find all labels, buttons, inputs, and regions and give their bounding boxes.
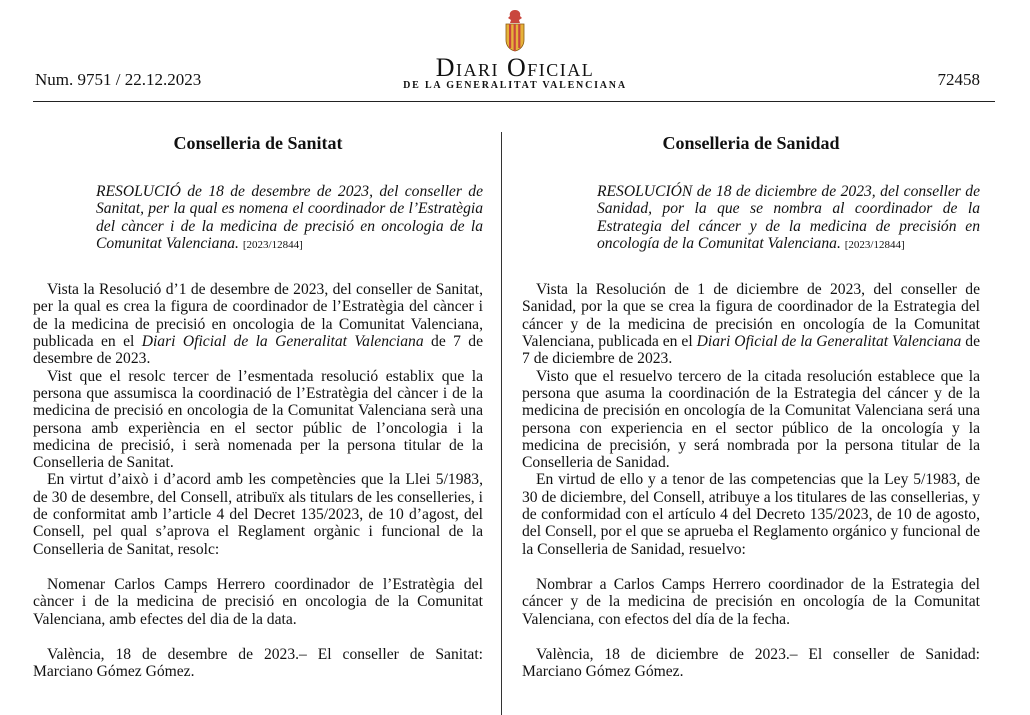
paragraph-1 xyxy=(522,281,980,367)
header-rule xyxy=(33,101,995,102)
column-spanish xyxy=(522,133,980,680)
summary-text: RESOLUCIÓ de 18 de desembre de 2023, del conseller de Sanitat, per la qual es nomena el coordinador de l’Estratègia del càncer i de la medicina de precisió en oncologia de la Comunitat Valenciana. xyxy=(96,183,483,252)
paragraph-1-end: de 7 de desembre de 2023. xyxy=(33,333,483,368)
page-header xyxy=(0,0,1030,110)
signature-line: València, 18 de desembre de 2023.– El conseller de Sanitat: Marciano Gómez Gómez. xyxy=(33,645,483,681)
journal-name: Diari Oficial de la Generalitat Valenciana xyxy=(696,333,962,351)
page-number: 72458 xyxy=(937,70,980,89)
resolution-summary xyxy=(522,183,980,254)
paragraph-2: Vist que el resolc tercer de l’esmentada resolució establix que la persona que assumisca la coordinació de l’Estratègia del càncer i de la medicina de precisió en oncologia de la Comunitat Valenciana serà una persona amb experiència en el sector públic de l’oncologia i la medicina de precisió, i serà nomenada per la persona titular de la Conselleria de Sanitat. xyxy=(33,367,483,472)
resolution-summary xyxy=(33,183,483,254)
paragraph-1-text: Vista la Resolución de 1 de diciembre de 2023, del conseller de Sanidad, por la que se crea la figura de coordinador de la Estrategia del cáncer y de la medicina de precisión en oncología de la Comunitat Valenciana, publicada en el xyxy=(522,281,980,351)
signature-line: València, 18 de diciembre de 2023.– El conseller de Sanidad: Marciano Gómez Gómez. xyxy=(522,645,980,681)
paragraph-2: Visto que el resuelvo tercero de la citada resolución establece que la persona que asuma la coordinación de la Estrategia del cáncer y de la medicina de precisión en oncología de la Comunitat Valenciana será una persona con experiencia en el sector público de la oncología y la medicina de precisión, y será nombrada por la persona titular de la Conselleria de Sanidad. xyxy=(522,367,980,472)
paragraph-1-text: Vista la Resolució d’1 de desembre de 2023, del conseller de Sanitat, per la qual es crea la figura de coordinador de l’Estratègia del càncer i de la medicina de precisió en oncologia de la Comunitat Valenciana, publicada en el xyxy=(33,281,483,351)
summary-text: RESOLUCIÓN de 18 de diciembre de 2023, del conseller de Sanidad, por la que se nombra al coordinador de la Estrategia del cáncer y de la medicina de precisión en oncología de la Comunitat Valenciana. xyxy=(597,183,980,252)
issue-number: Num. 9751 / 22.12.2023 xyxy=(35,70,202,89)
paragraph-4: Nombrar a Carlos Camps Herrero coordinador de la Estrategia del cáncer y de la medicina de precisión en oncología de la Comunitat Valenciana, con efectos del día de la fecha. xyxy=(522,575,980,628)
generalitat-emblem-icon xyxy=(502,8,528,52)
column-title: Conselleria de Sanitat xyxy=(173,133,343,153)
masthead xyxy=(395,8,635,91)
paragraph-4: Nomenar Carlos Camps Herrero coordinador de l’Estratègia del càncer i de la medicina de precisió en oncologia de la Comunitat Valenciana, amb efectes del dia de la data. xyxy=(33,575,483,628)
paragraph-1 xyxy=(33,281,483,367)
reference-code: [2023/12844] xyxy=(844,238,905,251)
column-divider xyxy=(501,132,502,715)
paragraph-3: En virtut d’això i d’acord amb les competències que la Llei 5/1983, de 30 de desembre, del Consell, atribuïx als titulars de les conselleries, i de conformitat amb l’article 4 del Decret 135/2023, de 10 d’agost, del Consell, pel qual s’aprova el Reglament orgànic i funcional de la Conselleria de Sanitat, resolc: xyxy=(33,471,483,558)
masthead-subtitle: DE LA GENERALITAT VALENCIANA xyxy=(403,80,627,91)
column-valencian xyxy=(33,133,483,680)
masthead-title: Diari Oficial xyxy=(435,53,595,82)
journal-name: Diari Oficial de la Generalitat Valenciana xyxy=(141,333,424,351)
column-title: Conselleria de Sanidad xyxy=(662,133,840,153)
paragraph-3: En virtud de ello y a tenor de las competencias que la Ley 5/1983, de 30 de diciembre, del Consell, atribuye a los titulares de las consellerias, y de conformidad con el artículo 4 del Decreto 135/2023, de 10 de agosto, del Consell, por el que se aprueba el Reglamento orgánico y funcional de la Conselleria de Sanidad, resuelvo: xyxy=(522,471,980,558)
reference-code: [2023/12844] xyxy=(242,238,303,251)
paragraph-1-end: de 7 de diciembre de 2023. xyxy=(522,333,981,368)
